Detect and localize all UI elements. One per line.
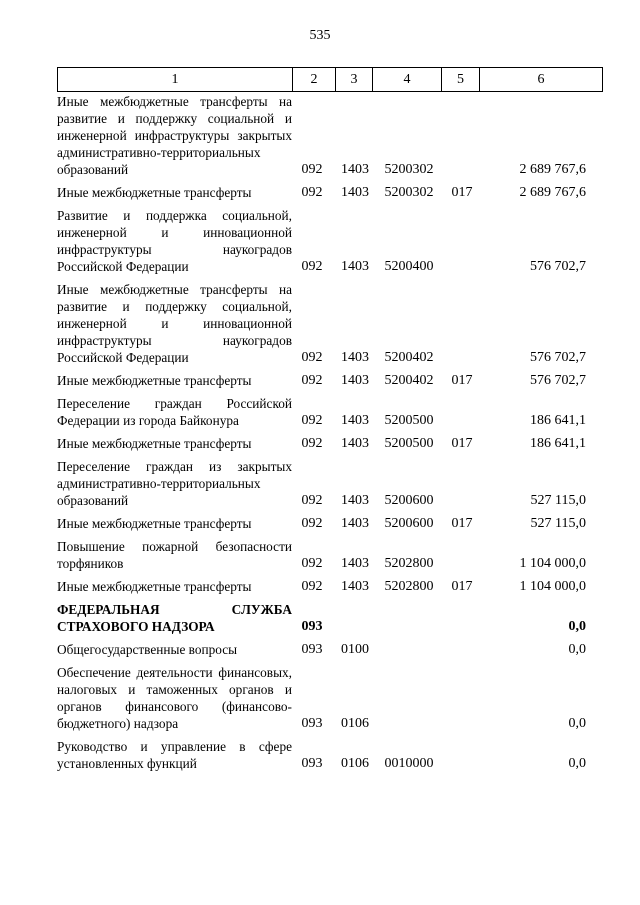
row-col5-cell: 017 [451, 185, 473, 200]
table-row [57, 738, 602, 772]
row-amount-cell: 1 104 000,0 [519, 579, 586, 594]
column-header-3: 3 [336, 68, 373, 92]
row-col5-cell: 017 [451, 373, 473, 388]
row-name-cell: Иные межбюджетные трансферты на развитие и поддержку социальной, инженерной и инновационной инфраструктуры наукоградов Российской Федерации [57, 282, 292, 365]
row-col4-cell: 5200600 [384, 516, 434, 531]
row-amount-cell: 0,0 [568, 619, 586, 634]
row-name-cell: Иные межбюджетные трансферты [57, 436, 252, 451]
row-name-cell: Иные межбюджетные трансферты [57, 516, 252, 531]
row-col3-cell: 0100 [341, 642, 369, 657]
row-col2-cell: 092 [301, 259, 323, 274]
column-header-1: 1 [58, 68, 293, 92]
table-row [57, 93, 602, 178]
table-row [57, 435, 602, 452]
row-col3-cell: 1403 [341, 556, 369, 571]
row-name-cell: Повышение пожарной безопасности торфяников [57, 539, 292, 571]
row-amount-cell: 1 104 000,0 [519, 556, 586, 571]
row-col4-cell: 5200402 [384, 373, 434, 388]
row-amount-cell: 0,0 [568, 642, 586, 657]
row-name-cell: Развитие и поддержка социальной, инженерной и инновационной инфраструктуры наукоградов Российской Федерации [57, 208, 292, 274]
row-col2-cell: 092 [301, 579, 323, 594]
table-row [57, 538, 602, 572]
row-col2-cell: 093 [301, 619, 323, 634]
table-row [57, 664, 602, 732]
row-col4-cell: 5202800 [384, 556, 434, 571]
row-col5-cell: 017 [451, 579, 473, 594]
row-amount-cell: 2 689 767,6 [519, 185, 586, 200]
row-col4-cell: 5200302 [384, 185, 434, 200]
row-name-cell: Общегосударственные вопросы [57, 642, 238, 657]
row-col3-cell: 1403 [341, 162, 369, 177]
row-col5-cell: 017 [451, 516, 473, 531]
row-amount-cell: 0,0 [568, 716, 586, 731]
row-col4-cell: 5200402 [384, 350, 434, 365]
row-amount-cell: 186 641,1 [530, 436, 586, 451]
row-amount-cell: 527 115,0 [530, 516, 586, 531]
row-name-cell: ФЕДЕРАЛЬНАЯ СЛУЖБА СТРАХОВОГО НАДЗОРА [57, 602, 292, 634]
row-col2-cell: 092 [301, 493, 323, 508]
row-col2-cell: 092 [301, 350, 323, 365]
row-col3-cell: 0106 [341, 756, 369, 771]
row-col4-cell: 5202800 [384, 579, 434, 594]
row-amount-cell: 186 641,1 [530, 413, 586, 428]
table-row [57, 395, 602, 429]
row-name-cell: Обеспечение деятельности финансовых, налоговых и таможенных органов и органов финансового (финансово-бюджетного) надзора [57, 665, 292, 731]
row-amount-cell: 576 702,7 [530, 350, 586, 365]
row-col2-cell: 092 [301, 516, 323, 531]
row-col3-cell: 0106 [341, 716, 369, 731]
row-col2-cell: 092 [301, 413, 323, 428]
row-name-cell: Руководство и управление в сфере установленных функций [57, 739, 292, 771]
row-col4-cell: 5200302 [384, 162, 434, 177]
budget-table-body [57, 93, 602, 772]
row-col4-cell: 0010000 [384, 756, 434, 771]
row-amount-cell: 527 115,0 [530, 493, 586, 508]
row-col3-cell: 1403 [341, 516, 369, 531]
row-col3-cell: 1403 [341, 436, 369, 451]
table-row [57, 515, 602, 532]
row-col2-cell: 092 [301, 373, 323, 388]
row-col2-cell: 092 [301, 556, 323, 571]
row-col3-cell: 1403 [341, 259, 369, 274]
page-number: 535 [309, 28, 331, 43]
row-amount-cell: 0,0 [568, 756, 586, 771]
column-header-2: 2 [293, 68, 336, 92]
column-header-6: 6 [480, 68, 603, 92]
row-amount-cell: 2 689 767,6 [519, 162, 586, 177]
table-row [57, 578, 602, 595]
row-col2-cell: 092 [301, 436, 323, 451]
table-row [57, 458, 602, 509]
row-col4-cell: 5200500 [384, 413, 434, 428]
table-row [57, 641, 602, 658]
row-col4-cell: 5200400 [384, 259, 434, 274]
column-header-5: 5 [442, 68, 480, 92]
column-header-4: 4 [373, 68, 442, 92]
row-amount-cell: 576 702,7 [530, 373, 586, 388]
row-name-cell: Иные межбюджетные трансферты [57, 373, 252, 388]
row-col3-cell: 1403 [341, 579, 369, 594]
table-row [57, 207, 602, 275]
row-col2-cell: 093 [301, 642, 323, 657]
row-col4-cell: 5200500 [384, 436, 434, 451]
row-name-cell: Переселение граждан из закрытых административно-территориальных образований [57, 459, 292, 508]
row-col4-cell: 5200600 [384, 493, 434, 508]
row-col2-cell: 092 [301, 185, 323, 200]
row-col3-cell: 1403 [341, 413, 369, 428]
row-name-cell: Иные межбюджетные трансферты [57, 185, 252, 200]
row-name-cell: Переселение граждан Российской Федерации из города Байконура [57, 396, 292, 428]
column-header-table [57, 67, 603, 92]
row-col2-cell: 093 [301, 716, 323, 731]
row-col2-cell: 093 [301, 756, 323, 771]
row-col2-cell: 092 [301, 162, 323, 177]
table-row [57, 372, 602, 389]
row-col3-cell: 1403 [341, 373, 369, 388]
table-row [57, 184, 602, 201]
row-name-cell: Иные межбюджетные трансферты [57, 579, 252, 594]
column-header-row [58, 68, 603, 92]
row-name-cell: Иные межбюджетные трансферты на развитие и поддержку социальной и инженерной инфраструктуры закрытых административно-территориальных образований [57, 94, 292, 177]
table-row [57, 601, 602, 635]
row-col5-cell: 017 [451, 436, 473, 451]
row-col3-cell: 1403 [341, 185, 369, 200]
row-col3-cell: 1403 [341, 493, 369, 508]
table-row [57, 281, 602, 366]
row-col3-cell: 1403 [341, 350, 369, 365]
row-amount-cell: 576 702,7 [530, 259, 586, 274]
